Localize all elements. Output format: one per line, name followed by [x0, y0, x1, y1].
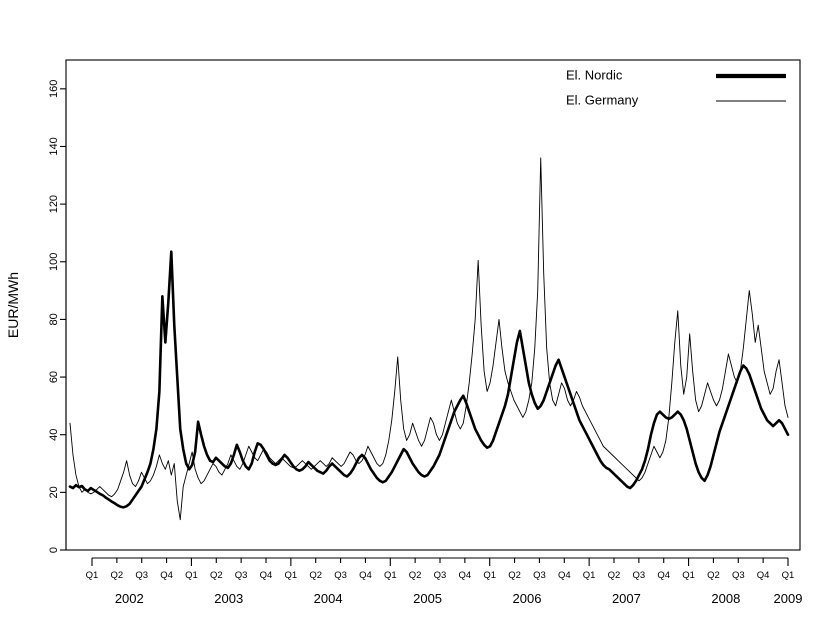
y-axis-title: EUR/MWh	[5, 271, 21, 339]
x-tick-label: Q1	[781, 570, 795, 581]
x-tick-label: Q1	[185, 570, 198, 581]
x-tick-label: Q4	[259, 570, 273, 581]
x-tick-label: Q2	[309, 570, 323, 581]
x-tick-label: Q2	[607, 570, 621, 581]
x-tick-label: Q3	[234, 570, 248, 581]
x-tick-label: Q3	[334, 570, 347, 581]
chart-legend	[566, 67, 786, 107]
x-tick-label: Q1	[582, 570, 596, 581]
x-year-label: 2008	[711, 591, 741, 606]
plot-frame	[66, 60, 800, 550]
x-tick-label: Q2	[508, 570, 521, 581]
y-axis	[48, 80, 66, 553]
y-tick-label: 100	[47, 252, 60, 271]
plot-area	[66, 60, 800, 550]
y-tick-label: 120	[47, 194, 60, 214]
y-tick-label: 0	[47, 546, 60, 554]
x-tick-label: Q2	[408, 570, 422, 581]
x-tick-label: Q2	[209, 570, 223, 581]
x-tick-label: Q3	[632, 570, 646, 581]
x-tick-label: Q1	[284, 570, 298, 581]
x-tick-label: Q4	[756, 570, 770, 581]
y-tick-label: 60	[47, 370, 60, 384]
y-tick-label: 80	[47, 313, 60, 326]
x-tick-label: Q2	[110, 570, 124, 581]
x-tick-label: Q1	[383, 570, 397, 581]
x-tick-label: Q3	[135, 570, 149, 581]
x-year-label: 2003	[214, 591, 244, 606]
x-tick-label: Q2	[707, 570, 720, 581]
x-tick-label: Q1	[682, 570, 695, 581]
y-tick-label: 140	[47, 137, 60, 156]
y-tick-label: 20	[47, 486, 60, 499]
x-tick-label: Q1	[85, 570, 99, 581]
x-tick-label: Q3	[533, 570, 546, 581]
x-tick-label: Q4	[557, 570, 571, 581]
x-year-label: 2005	[413, 591, 443, 606]
x-axis	[86, 558, 803, 606]
x-year-label: 2002	[114, 591, 144, 606]
x-year-label: 2004	[313, 591, 343, 606]
legend-label-2: El. Germany	[566, 92, 639, 108]
x-tick-label: Q3	[433, 570, 447, 581]
x-year-label: 2006	[512, 591, 542, 606]
y-tick-label: 160	[47, 79, 60, 99]
series-lines	[70, 158, 788, 520]
x-tick-label: Q4	[359, 570, 372, 581]
series-line-1	[70, 252, 788, 508]
legend-label-1: El. Nordic	[566, 67, 623, 83]
x-tick-label: Q4	[458, 570, 472, 581]
y-tick-label: 40	[47, 428, 60, 441]
x-tick-label: Q1	[483, 570, 497, 581]
x-year-label: 2009	[773, 591, 803, 606]
x-tick-label: Q4	[160, 570, 173, 581]
x-year-label: 2007	[611, 591, 641, 606]
series-line-2	[70, 158, 788, 520]
x-tick-label: Q4	[657, 570, 671, 581]
x-tick-label: Q3	[731, 570, 745, 581]
